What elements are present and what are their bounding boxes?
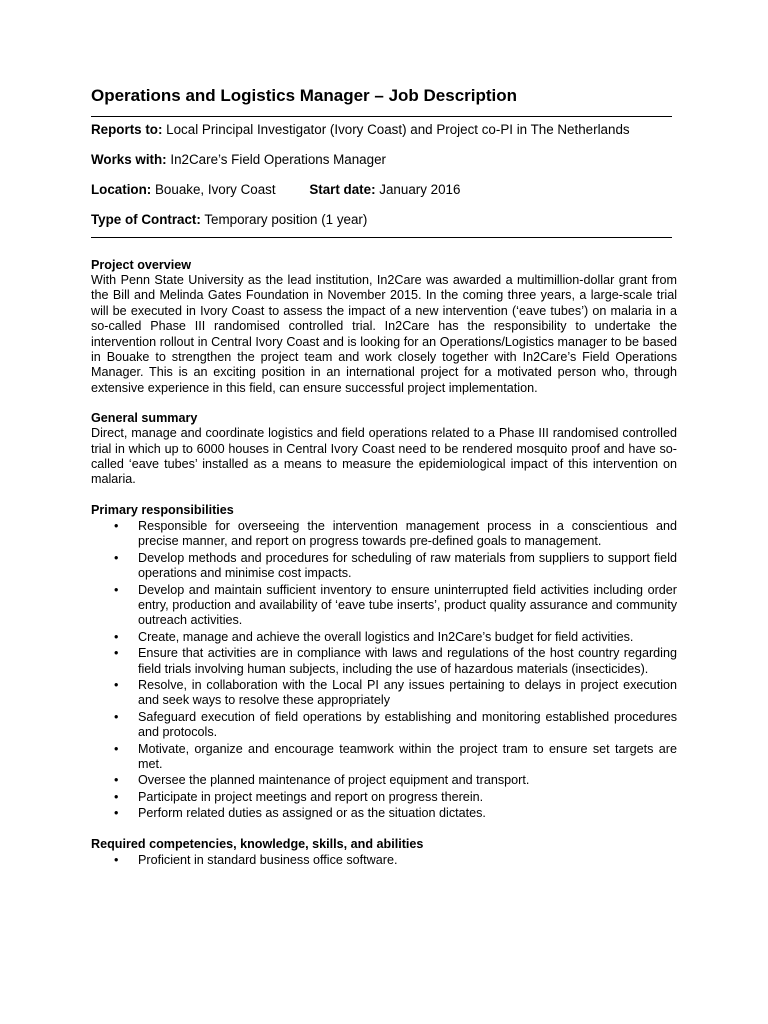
reports-to-value: Local Principal Investigator (Ivory Coast) and Project co-PI in The Netherlands — [166, 122, 630, 137]
general-summary-text: Direct, manage and coordinate logistics and field operations related to a Phase III randomised controlled trial in which up to 6000 houses in Central Ivory Coast need to be rendered mosquito proof and have so-called ‘eave tubes’ installed as a means to measure the epidemiological impact of this intervention on malaria. — [91, 426, 677, 487]
project-overview-section — [91, 258, 677, 396]
bullet-icon: • — [114, 741, 119, 756]
bullet-icon: • — [114, 646, 119, 661]
required-competencies-list — [91, 853, 677, 868]
project-overview-text: With Penn State University as the lead institution, In2Care was awarded a multimillion-dollar grant from the Bill and Melinda Gates Foundation in November 2015. In the coming three years, a large-scale trial will be executed in Ivory Coast to assess the impact of a new intervention (‘eave tubes’) on malaria in a so-called Phase III randomised controlled trial. In2Care has the responsibility to undertake the intervention rollout in Central Ivory Coast and is looking for an Operations/Logistics manager to be based in Bouake to strengthen the project team and work closely together with In2Care’s Field Operations Manager. This is an exciting position in an international project for a motivated person who, through extensive experience in this field, can ensure successful project implementation. — [91, 273, 677, 395]
general-summary-section — [91, 411, 677, 488]
list-item: • Responsible for overseeing the intervention management process in a conscientious and precise manner, and report on progress towards pre-defined goals to management. — [114, 518, 677, 549]
list-item: • Develop methods and procedures for scheduling of raw materials from suppliers to support field operations and minimise cost impacts. — [114, 550, 677, 581]
start-date-label: Start date: — [309, 182, 376, 197]
bullet-icon: • — [114, 709, 119, 724]
required-competencies-heading: Required competencies, knowledge, skills, and abilities — [91, 836, 424, 851]
title-divider — [91, 116, 672, 117]
location-label: Location: — [91, 182, 152, 197]
works-with-line — [91, 152, 672, 168]
list-item: • Ensure that activities are in compliance with laws and regulations of the host country regarding field trials involving human subjects, including the use of hazardous materials (insecticides). — [114, 646, 677, 676]
primary-responsibilities-heading: Primary responsibilities — [91, 502, 234, 517]
project-overview-heading: Project overview — [91, 258, 192, 272]
reports-to-label: Reports to: — [91, 122, 163, 137]
list-item: • Create, manage and achieve the overall logistics and In2Care’s budget for field activities. — [114, 629, 634, 644]
list-item: • Motivate, organize and encourage teamwork within the project tram to ensure set targets are met. — [114, 741, 677, 771]
page-title: Operations and Logistics Manager – Job Description — [91, 86, 518, 105]
bullet-icon: • — [114, 550, 119, 565]
primary-responsibilities-section — [91, 502, 677, 822]
primary-responsibilities-list — [91, 519, 677, 822]
contract-value: Temporary position (1 year) — [204, 212, 368, 227]
bullet-icon: • — [114, 806, 119, 821]
bullet-icon: • — [114, 518, 119, 533]
general-summary-heading: General summary — [91, 411, 198, 426]
works-with-label: Works with: — [91, 152, 167, 167]
reports-to-line — [91, 122, 672, 138]
start-date-value: January 2016 — [379, 182, 461, 197]
works-with-value: In2Care’s Field Operations Manager — [170, 152, 386, 167]
bullet-icon: • — [114, 773, 119, 788]
start-date — [309, 182, 460, 198]
bullet-icon: • — [114, 852, 119, 867]
bullet-icon: • — [114, 629, 119, 644]
required-competencies-section — [91, 837, 672, 868]
location-value: Bouake, Ivory Coast — [155, 182, 276, 197]
bullet-icon: • — [114, 789, 119, 804]
list-item: • Perform related duties as assigned or as the situation dictates. — [114, 806, 486, 821]
list-item: • Resolve, in collaboration with the Local PI any issues pertaining to delays in project execution and seek ways to resolve these appropriately — [114, 677, 677, 708]
location-line — [91, 182, 672, 198]
list-item: • Participate in project meetings and report on progress therein. — [114, 789, 484, 804]
bullet-icon: • — [114, 582, 119, 597]
list-item: • Develop and maintain sufficient inventory to ensure uninterrupted field activities including order entry, production and availability of ‘eave tube inserts’, product quality assurance and community outreach activities. — [114, 582, 677, 628]
list-item: • Proficient in standard business office software. — [114, 852, 398, 867]
contract-line — [91, 212, 672, 228]
list-item: • Safeguard execution of field operations by establishing and monitoring established procedures and protocols. — [114, 709, 677, 740]
header-divider — [91, 237, 672, 238]
bullet-icon: • — [114, 677, 119, 692]
list-item: • Oversee the planned maintenance of project equipment and transport. — [114, 773, 530, 788]
contract-label: Type of Contract: — [91, 212, 201, 227]
